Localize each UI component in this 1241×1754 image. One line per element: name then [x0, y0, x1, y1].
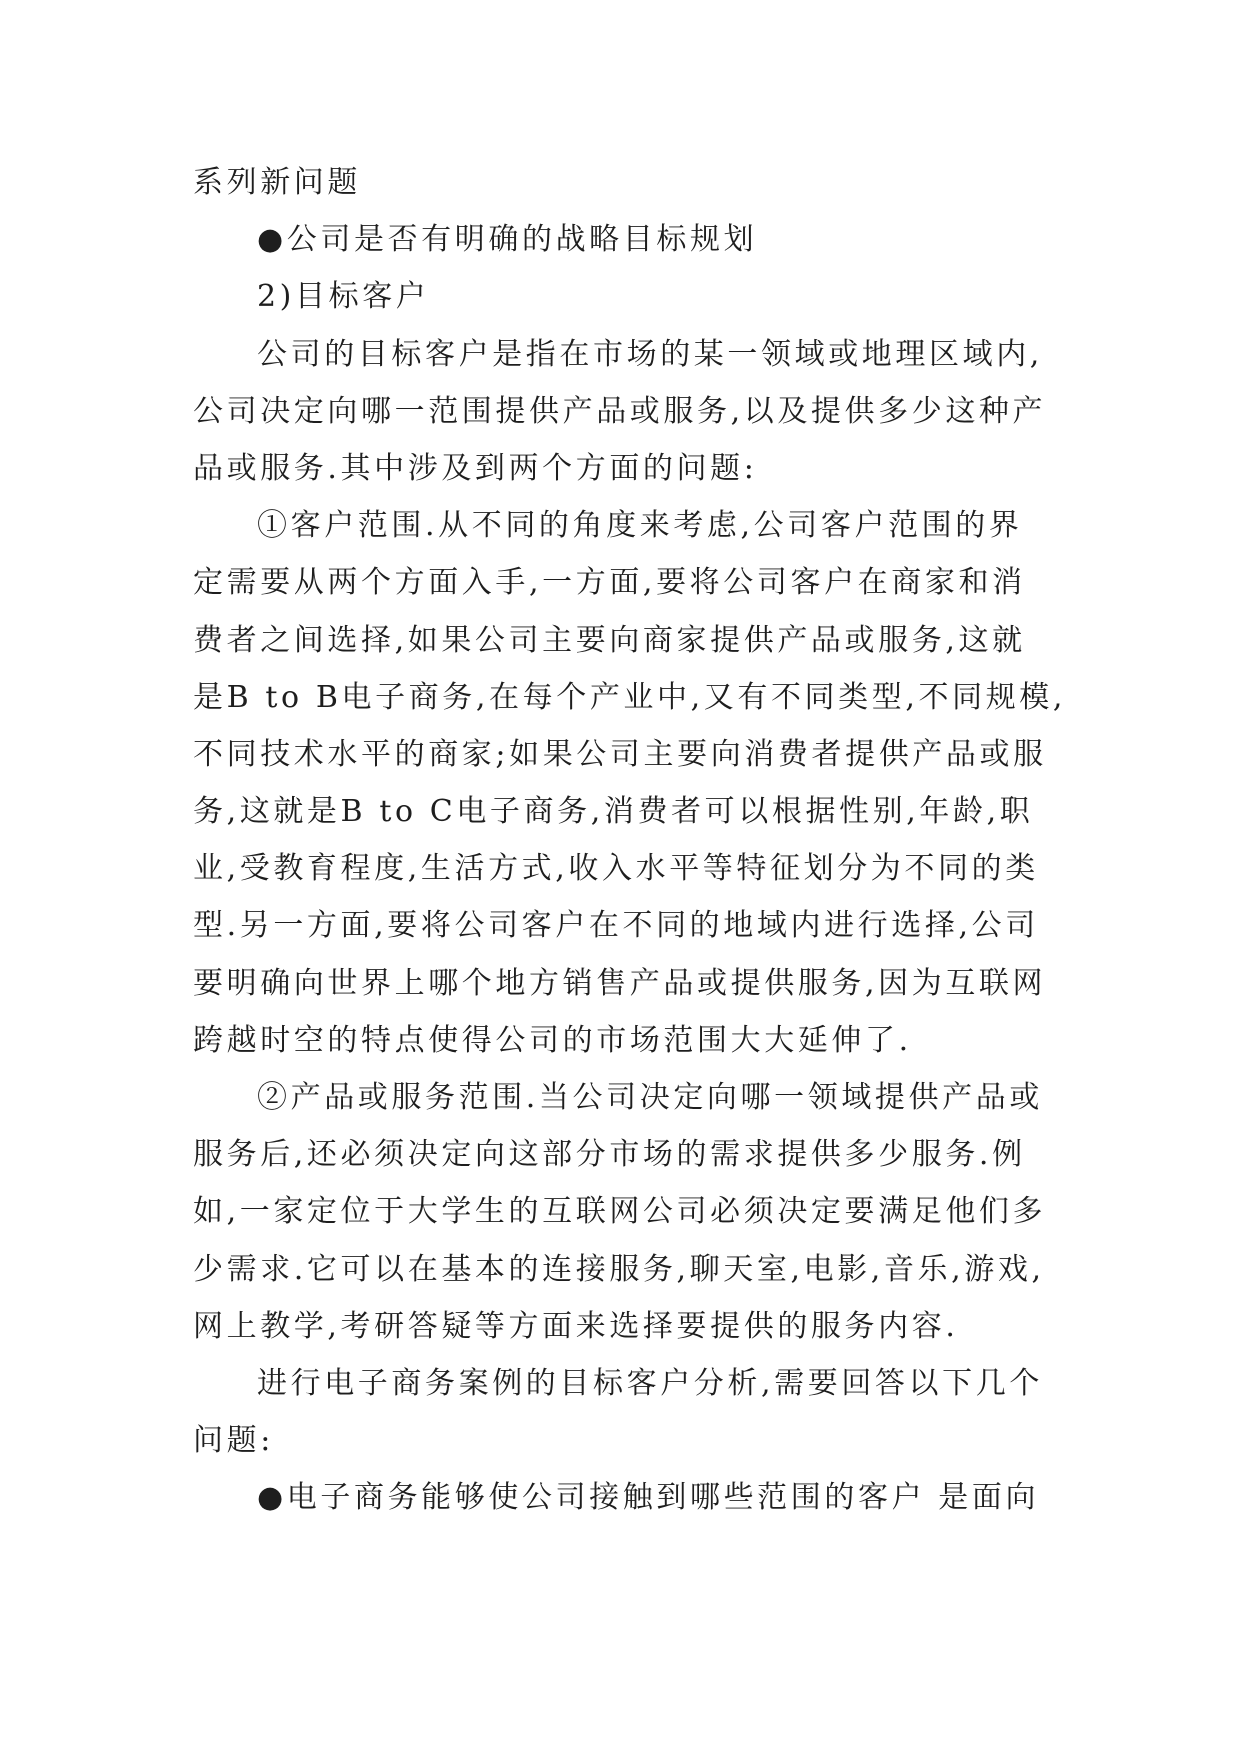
text-line: 是B to B电子商务,在每个产业中,又有不同类型,不同规模,: [193, 679, 1067, 715]
text-line: 系列新问题: [193, 165, 361, 200]
text-line: 公司决定向哪一范围提供产品或服务,以及提供多少这种产: [193, 393, 1047, 429]
text-line: 不同技术水平的商家;如果公司主要向消费者提供产品或服: [193, 736, 1047, 772]
text-line: 型.另一方面,要将公司客户在不同的地域内进行选择,公司: [193, 908, 1039, 944]
text-line: 费者之间选择,如果公司主要向商家提供产品或服务,这就: [193, 622, 1026, 658]
text-line: 2)目标客户: [257, 279, 430, 315]
text-line: 网上教学,考研答疑等方面来选择要提供的服务内容.: [193, 1308, 959, 1344]
text-line: 跨越时空的特点使得公司的市场范围大大延伸了.: [193, 1022, 912, 1058]
text-line: ●公司是否有明确的战略目标规划: [257, 222, 758, 258]
text-line: 进行电子商务案例的目标客户分析,需要回答以下几个: [257, 1365, 1043, 1401]
text-line: 品或服务.其中涉及到两个方面的问题:: [193, 450, 758, 486]
text-line: 问题:: [193, 1423, 274, 1459]
text-line: 定需要从两个方面入手,一方面,要将公司客户在商家和消: [193, 565, 1026, 601]
text-line: 务,这就是B to C电子商务,消费者可以根据性别,年龄,职: [193, 794, 1034, 830]
text-line: 要明确向世界上哪个地方销售产品或提供服务,因为互联网: [193, 965, 1047, 1001]
text-line: ②产品或服务范围.当公司决定向哪一领域提供产品或: [257, 1080, 1043, 1115]
body-text: [193, 154, 1067, 1527]
text-line: ①客户范围.从不同的角度来考虑,公司客户范围的界: [257, 508, 1023, 544]
text-line: 公司的目标客户是指在市场的某一领域或地理区域内,: [257, 336, 1043, 372]
text-line: 如,一家定位于大学生的互联网公司必须决定要满足他们多: [193, 1194, 1047, 1230]
text-line: 服务后,还必须决定向这部分市场的需求提供多少服务.例: [193, 1137, 1026, 1173]
text-line: 业,受教育程度,生活方式,收入水平等特征划分为不同的类: [193, 851, 1039, 887]
text-line: ●电子商务能够使公司接触到哪些范围的客户 是面向: [257, 1480, 1040, 1516]
text-line: 少需求.它可以在基本的连接服务,聊天室,电影,音乐,游戏,: [193, 1251, 1045, 1287]
